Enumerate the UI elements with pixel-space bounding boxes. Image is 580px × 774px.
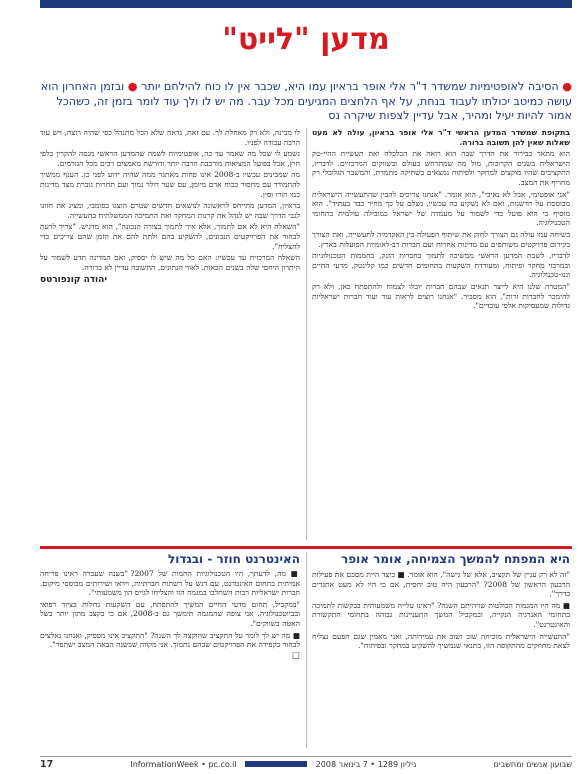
interview-column-left	[40, 552, 300, 750]
page-number: 17	[40, 758, 54, 770]
paragraph: ■ מה, לדעתך, היו הטכנולוגיות החמות של 2007? "בשנה שעברה ראינו פריחה אמיתית בתחום האינטרנט, עם דגש על רשתות חברתיות, וידאו ושירותים מבוססי מיקום. חברות ישראליות רבות השתלבו במגמה הזו והצליחו לגייס הון משמעותי".	[40, 569, 300, 598]
author-byline: יהודה קונפורטס	[40, 275, 107, 286]
end-mark-icon: ☐	[291, 651, 300, 662]
paragraph: בשיחה עמו עולה גם הצורך לחזק את שיתוף הפעולה בין האקדמיה לתעשייה, ואת הצורך בקידום פרויקטים משותפים עם מדינות אחרות ועם חברות רב-לאומיות הפועלות בארץ.	[312, 229, 570, 249]
paragraph: "התעשייה הישראלית מוכיחה שוב ושוב את עמידותה, ואני מאמין שגם הפעם נצליח לצאת מחוזקים מהתקופה הזו, בתנאי שנמשיך להשקיע במחקר ובפיתוח".	[312, 631, 570, 651]
article-column-left	[40, 128, 300, 540]
column-divider	[306, 128, 307, 540]
paragraph: נשמע לו שכל מה שאמר עד כה, אופטימיות לשמה שהמדען הראשי מנסה להקרין כלפי חוץ, אבל בפועל המציאות מורכבת הרבה יותר ודורשת מאמצים רבים מכל הגורמים.	[40, 149, 300, 168]
page-footer	[40, 756, 572, 771]
paragraph: ■ מה היו המגמות הבולטות שזיהיתם השנה? "ראינו עלייה משמעותית בבקשות לתמיכה בתחומי האנרגיה הנקייה, ובמקביל המשך התעניינות גבוהה בתחומי התקשורת והאינטרנט".	[312, 600, 570, 629]
column-divider	[306, 552, 307, 748]
interview-column-right	[312, 570, 570, 750]
section-divider	[40, 546, 572, 549]
paragraph: "זה לא רק עניין של תקציב, אלא של גישה", הוא אומר. ■ כיצד היית מסכם את פעילות הרבעון הראשון של 2008? "הרבעון היה טוב יחסית, אם כי היו לא מעט אתגרים בדרך".	[312, 570, 570, 599]
footer-site: pc.co.il	[208, 759, 237, 769]
footer-magazine: InformationWeek	[130, 759, 199, 769]
paragraph: השאלה המרכזית עד עכשיו: האם כל מה שיש לו יספיק, ואם המדינה תדע לשמור על היתרון היחסי שלה בשנים הבאות. לאור הנתונים, התשובה עדיין לא ברורה.	[40, 253, 300, 272]
footer-date: 7 בינואר 2008	[315, 759, 368, 769]
lead-line-2: ובזמן האחרון הוא עושה כמיטב יכולתו לעבוד בנחת, על אף הלחצים המגיעים מכל עבר.	[40, 80, 572, 108]
paragraph: לו מבינה, ולא רק מאחלת לך. עם זאת, נראה שלא הכל מתנהל כפי שהיה רוצה, ויש עוד הרבה עבודה לפניו.	[40, 128, 300, 147]
section-subhead: היא המפתח להמשך הצמיחה, אומר אופר	[341, 552, 570, 566]
section-title: האינטרנט חוזר - ובגדול	[167, 552, 300, 566]
footer-section: שבועון אנשים ומחשבים	[493, 759, 572, 769]
top-color-bar	[40, 0, 572, 8]
bullet-icon: ●	[124, 80, 138, 93]
paragraph: ■ מה יש לך לומר על התקציב שהוקצה לך השנה? "התקציב אינו מספיק, ואנחנו נאלצים לבחור בקפידה את הפרויקטים שבהם נתמוך. אני מקווה שבשנה הבאה המצב ישתפר".	[40, 630, 300, 650]
paragraph: מה שמבינים עכשיו ב-2008 אינו פחות מאתגר ממה שהיה ידוע לפני כן. הענף ממשיך להתמודד עם מחסור בכוח אדם מיומן, עם שער דולר נמוך ועם תחרות גוברת מצד מדינות כמו הודו וסין.	[40, 170, 300, 199]
paragraph: הוא מתאר בבירור את הדרך שבה הוא רואה את הכלכלה ואת תעשיית ההיי-טק הישראלית בשנים הקרובות, מול מה שמתרחש בעולם ובשווקים המרכזיים. לדבריו, התקציבים שהיו מוקצים למחקר ולפיתוח נמצאים בשחיקה מתמדת, והמשבר הגלובלי רק מחריף את המצב.	[312, 149, 570, 187]
paragraph: "אני אופטימי, אבל לא נאיבי", הוא אומר. "אנחנו צריכים להבין שהתעשייה הישראלית מבוססת על חדשנות, ואם לא נשקיע בה עכשיו, נשלם על כך מחיר כבד בעתיד". הוא מוסיף כי הוא פועל כדי לשמור על מעמדה של ישראל כמובילה עולמית בתחומי הטכנולוגיה.	[312, 189, 570, 228]
lead-paragraph	[40, 80, 572, 124]
paragraph: "השאלה היא לא אם לתמוך, אלא איך לתמוך בצורה הנכונה", הוא מדגיש. "צריך לדעת לבחור את הפרויקטים הנכונים, להשקיע בהם ולתת להם את הזמן שהם צריכים כדי להצליח".	[40, 222, 300, 251]
footer-center: גיליון 1289 • 7 בינואר 2008 InformationWeek • pc.co.il	[130, 759, 417, 769]
paragraph: "במקביל, תחום מדעי החיים המשיך להתפתח, עם השקעות גדולות בציוד רפואי ובביוטכנולוגיה. אני צופה שהמגמה תימשך גם ב-2008, אם כי בקצב מתון יותר בשל האטה בשווקים".	[40, 599, 300, 628]
lead-line-3: מה יש לו ולך עוד לומר בזמן זה, כשהכל אמור להיות יעיל ומהיר, אבל עדיין לצפות שיקרה נס	[56, 94, 572, 122]
footer-issue: גיליון 1289	[377, 759, 417, 769]
footer-bar	[245, 761, 307, 767]
bullet-icon: ●	[558, 80, 572, 93]
paragraph: בתקופת שמשדר המדען הראשי ד"ר אלי אופר בראיון, עולה לא מעט שאלות שאין להן תשובה ברורה.	[312, 128, 570, 147]
paragraph: בראיון, המדען מתייחס לראשונה לנושאים חדשים שטרם הוצגו בפומבי, ומציג את חזונו לגבי הדרך שבה יש לנהל את קרנות המחקר ואת התמיכה הממשלתית בתעשייה.	[40, 201, 300, 220]
article-column-right	[312, 128, 570, 540]
page-title: מדען "לייט"	[222, 22, 390, 57]
lead-line-1: הסיבה לאופטימיות שמשדר ד"ר אלי אופר בראיון עמו היא, שכבר אין לו כוח להילחם יותר	[141, 80, 559, 93]
paragraph: לדבריו, לשכת המדען הראשי ממשיכה לתמוך בחברות הזנק, בחממות הטכנולוגיות ובמרכזי מחקר ופיתוח, ומעודדת השקעות בתחומים חדשים כמו קלינטק, מדעי החיים וננו-טכנולוגיה.	[312, 251, 570, 280]
paragraph: "המטרה שלנו היא לייצר תנאים שבהם חברות יוכלו לצמוח ולהתפתח כאן, ולא רק להימכר לחברות זרות", הוא מסביר. "אנחנו רוצים לראות עוד ועוד חברות ישראליות גדולות שמעסיקות אלפי עובדים".	[312, 281, 570, 311]
